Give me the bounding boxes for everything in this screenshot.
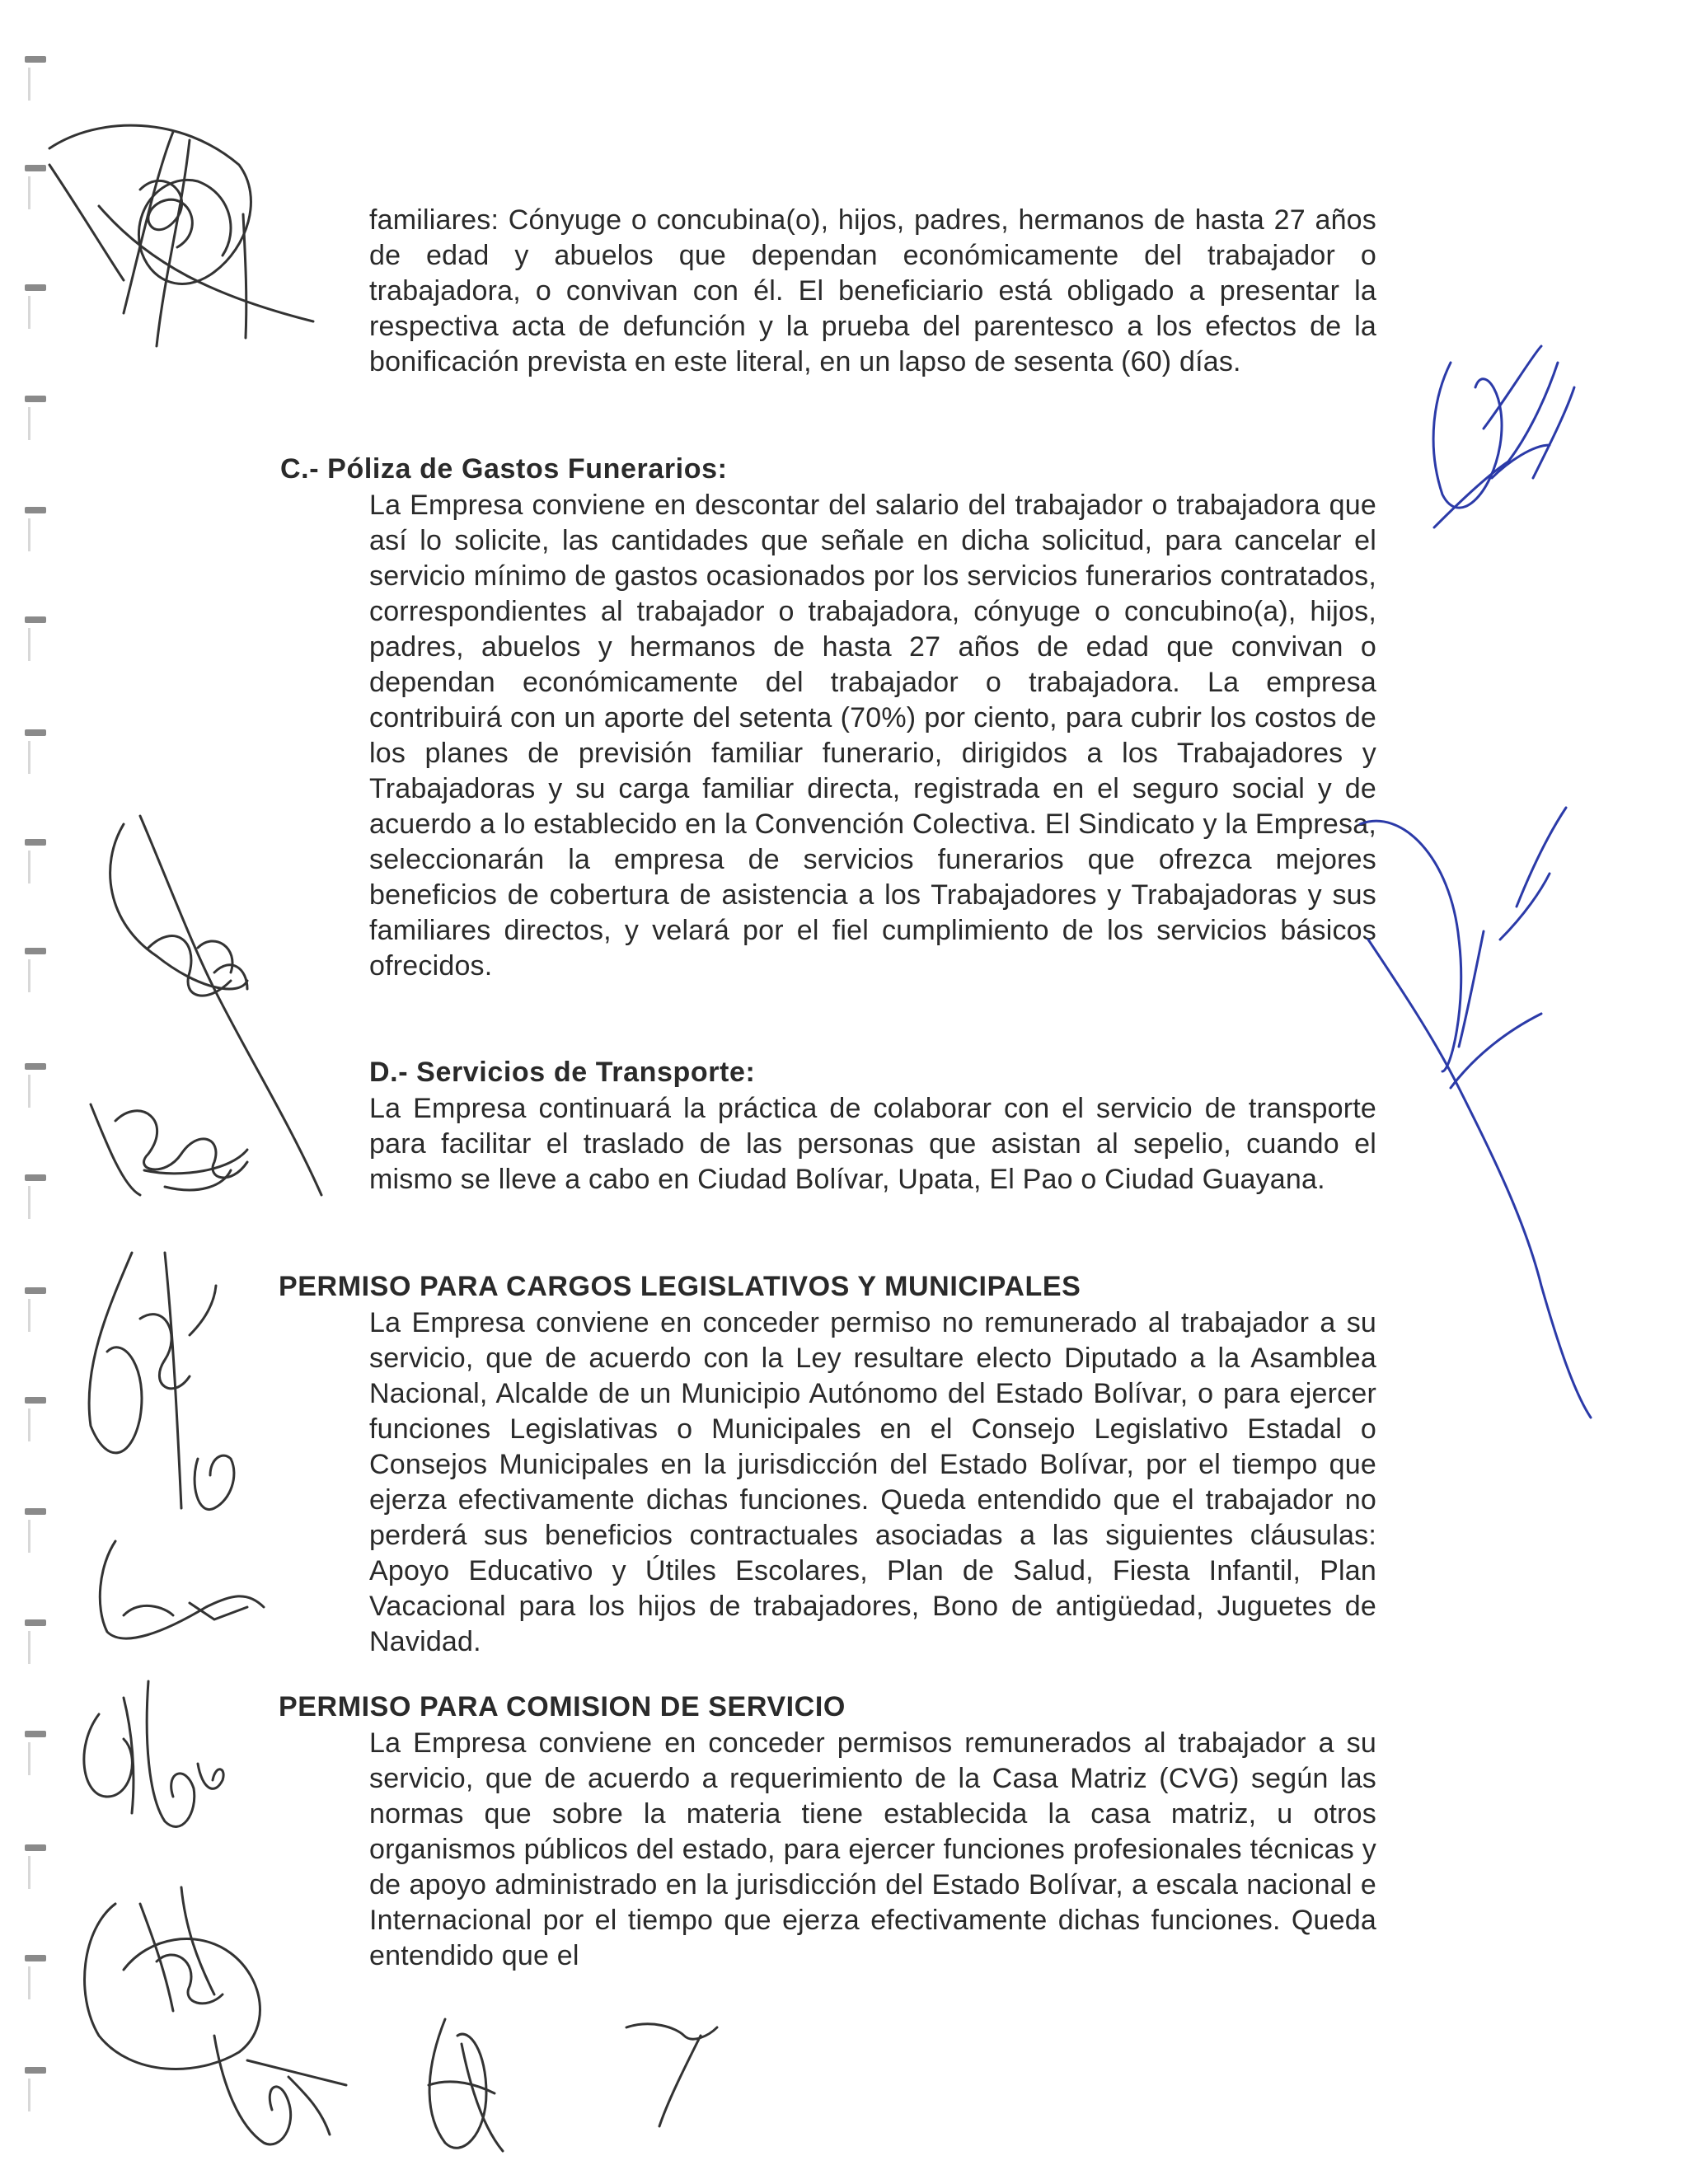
paragraph-servicios-transporte: La Empresa continuará la práctica de colaborar con el servicio de transporte para facilitar el traslado de las personas que asistan al sepelio, cuando el mismo se lleve a cabo en Ciudad Bolívar, Upata, El Pao o Ciudad Guayana. xyxy=(369,1093,1376,1195)
paragraph-permiso-cargos-legislativos: La Empresa conviene en conceder permiso no remunerado al trabajador a su servicio, que de acuerdo con la Ley resultare electo Diputado a la Asamblea Nacional, Alcalde de un Municipio Autónomo del Estado Bolívar, o para ejercer funciones Legislativas o Municipales en el Consejo Legislativo Estadal o Consejos Municipales en la jurisdicción del Estado Bolívar, por el tiempo que ejerza efectivamente dichas funciones. Queda entendido que el trabajador no perderá sus beneficios contractuales asociadas a las siguientes cláusulas: Apoyo Educativo y Útiles Escolares, Plan de Salud, Fiesta Infantil, Plan Vacacional para los hijos de trabajadores, Bono de antigüedad, Juguetes de Navidad. xyxy=(369,1307,1376,1657)
signature-mark xyxy=(1433,346,1574,527)
signature-mark xyxy=(85,1887,260,2069)
signature-mark xyxy=(89,1253,234,1510)
binder-mark xyxy=(25,507,46,513)
binder-mark xyxy=(25,839,46,846)
binder-mark xyxy=(25,1063,46,1070)
paragraph-familiares: familiares: Cónyuge o concubina(o), hijos, padres, hermanos de hasta 27 años de edad y abuelos que dependan económicamente del trabajador o trabajadora, o convivan con él. El beneficiario está obligado a presentar la respectiva acta de defunción y la prueba del parentesco a los efectos de la bonificación prevista en este literal, en un lapso de sesenta (60) días. xyxy=(369,204,1376,377)
binder-mark xyxy=(25,1731,46,1737)
heading-permiso-comision-servicio: PERMISO PARA COMISION DE SERVICIO xyxy=(279,1691,846,1722)
binder-mark xyxy=(25,1508,46,1515)
paragraph-poliza-gastos-funerarios: La Empresa conviene en descontar del salario del trabajador o trabajadora que así lo solicite, las cantidades que señale en dicha solicitud, para cancelar el servicio mínimo de gastos ocasionados por los servicios funerarios contratados, correspondientes al trabajador o trabajadora, cónyuge o concubino(a), hijos, padres, abuelos y hermanos de hasta 27 años de edad que convivan o dependan económicamente del trabajador o trabajadora. La empresa contribuirá con un aporte del setenta (70%) por ciento, para cubrir los costos de los planes de previsión familiar funerario, dirigidos a los Trabajadores y Trabajadoras y su carga familiar directa, registrada en el seguro social y de acuerdo a lo establecido en la Convención Colectiva. El Sindicato y la Empresa, seleccionarán la empresa de servicios funerarios que ofrezca mejores beneficios de cobertura de asistencia a los Trabajadores y Trabajadoras y sus familiares directos, y velará por el fiel cumplimiento de los servicios básicos ofrecidos. xyxy=(369,490,1376,982)
binder-mark xyxy=(25,165,46,171)
signature-mark xyxy=(110,816,321,1195)
binder-mark xyxy=(25,1174,46,1181)
signature-mark xyxy=(49,125,313,346)
heading-permiso-cargos-legislativos: PERMISO PARA CARGOS LEGISLATIVOS Y MUNICIPALES xyxy=(279,1271,1081,1302)
signature-mark xyxy=(429,2019,503,2151)
binder-mark xyxy=(25,1844,46,1851)
signature-mark xyxy=(84,1681,223,1826)
binder-mark xyxy=(25,948,46,954)
binder-marks xyxy=(25,0,49,2184)
heading-poliza-gastos-funerarios: C.- Póliza de Gastos Funerarios: xyxy=(280,453,728,485)
signature-mark xyxy=(1360,808,1591,1418)
binder-mark xyxy=(25,1955,46,1961)
binder-mark xyxy=(25,616,46,623)
binder-mark xyxy=(25,729,46,736)
signature-mark xyxy=(214,2036,346,2144)
binder-mark xyxy=(25,1397,46,1404)
signature-mark xyxy=(100,1541,264,1638)
binder-mark xyxy=(25,2067,46,2074)
heading-servicios-transporte: D.- Servicios de Transporte: xyxy=(369,1057,756,1088)
paragraph-permiso-comision-servicio: La Empresa conviene en conceder permisos remunerados al trabajador a su servicio, que de acuerdo a requerimiento de la Casa Matriz (CVG) según las normas que sobre la materia tiene establecida la casa matriz, u otros organismos públicos del estado, para ejercer funciones profesionales técnicas y de apoyo administrado en la jurisdicción del Estado Bolívar, a escala nacional e Internacional por el tiempo que ejerza efectivamente dichas funciones. Queda entendido que el xyxy=(369,1727,1376,1971)
binder-mark xyxy=(25,396,46,402)
binder-mark xyxy=(25,1287,46,1294)
binder-mark xyxy=(25,1619,46,1626)
signature-mark xyxy=(91,1104,247,1195)
signature-mark xyxy=(626,2024,717,2126)
binder-mark xyxy=(25,284,46,291)
binder-mark xyxy=(25,56,46,63)
